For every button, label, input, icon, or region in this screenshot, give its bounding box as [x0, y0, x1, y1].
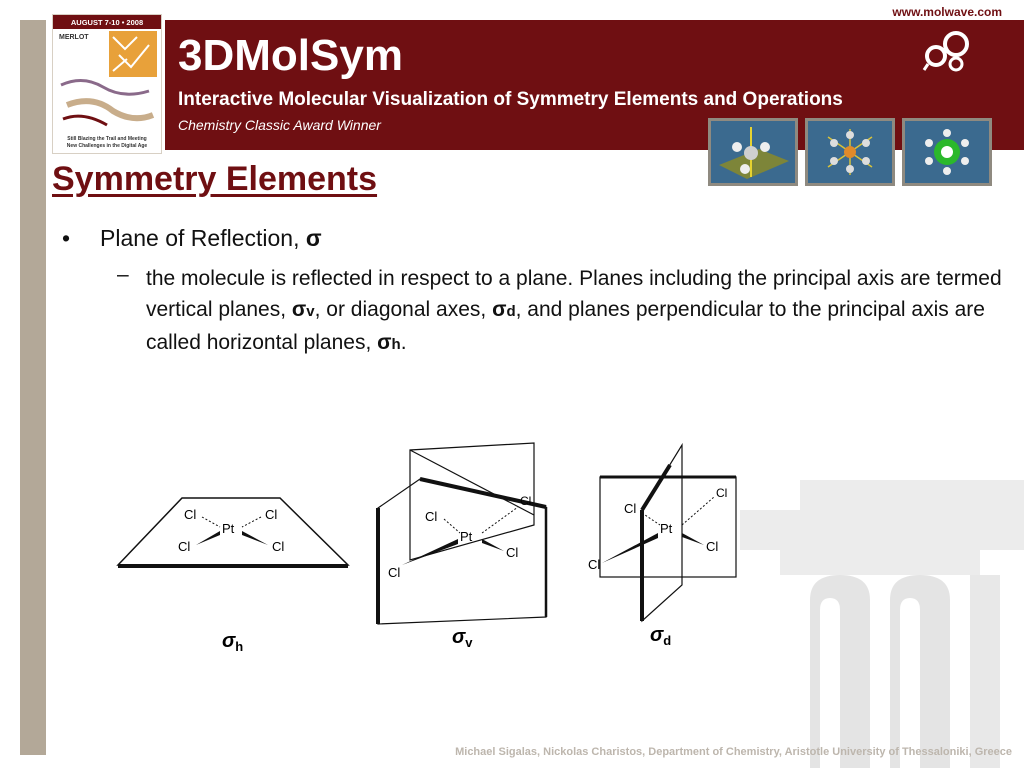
- molecule-thumbnail-3[interactable]: [902, 118, 992, 186]
- atom-label: Cl: [265, 507, 278, 522]
- atom-label: Cl: [716, 486, 728, 500]
- sigma-v-label: $\sigma_v$: [452, 626, 473, 650]
- bullet-1-text: Plane of Reflection,: [100, 225, 306, 251]
- atom-label: Cl: [184, 507, 197, 522]
- atom-label: Pt: [222, 521, 235, 536]
- app-title: 3DMolSym: [178, 31, 403, 80]
- atom-label: Cl: [178, 539, 191, 554]
- sub-bullet-definition: [146, 263, 1006, 360]
- molwave-logo-icon: [920, 28, 972, 74]
- badge-org: MERLOT: [59, 34, 89, 41]
- sigma-d-figure: [588, 445, 736, 648]
- atom-label: Cl: [425, 509, 438, 524]
- app-subtitle: Interactive Molecular Visualization of Symmetry Elements and Operations: [178, 89, 843, 110]
- atom-label: Pt: [660, 521, 673, 536]
- award-text: Chemistry Classic Award Winner: [178, 117, 381, 133]
- atom-label: Cl: [272, 539, 285, 554]
- sigma-v-symbol: σv: [291, 298, 315, 321]
- left-decorative-bar: [20, 20, 46, 755]
- def-text-a: the molecule is reflected in respect to a plane. Planes including the principal axis are termed vertical planes,: [146, 267, 1002, 321]
- site-url-link[interactable]: www.molwave.com: [892, 5, 1002, 19]
- bullet-plane-of-reflection: [100, 225, 322, 252]
- atom-label: Pt: [460, 529, 473, 544]
- sigma-d-symbol: σd: [492, 298, 516, 321]
- badge-tagline-2: New Challenges in the Digital Age: [66, 143, 148, 149]
- def-text-c: , and planes perpendicular to the principal axis are called horizontal planes,: [146, 298, 985, 354]
- def-text-b: , or diagonal axes,: [314, 298, 493, 321]
- conference-badge: [52, 14, 162, 154]
- conference-logo-icon: [53, 15, 161, 153]
- atom-label: Cl: [624, 501, 637, 516]
- sigma-h-figure: [118, 498, 348, 654]
- badge-tagline-1: Still Blazing the Trail and Meeting: [67, 136, 147, 142]
- footer-credit: Michael Sigalas, Nickolas Charistos, Department of Chemistry, Aristotle University of Thessaloniki, Greece: [455, 746, 1012, 758]
- molecule-thumbnail-1[interactable]: [708, 118, 798, 186]
- sigma-h-symbol: σh: [377, 331, 401, 354]
- atom-label: Cl: [520, 494, 532, 508]
- sigma-d-label: $\sigma_d$: [650, 624, 672, 648]
- sigma-symbol: σ: [305, 225, 322, 251]
- atom-label: Cl: [388, 565, 401, 580]
- sigma-v-figure: [378, 443, 546, 650]
- atom-label: Cl: [706, 539, 719, 554]
- column-watermark-icon: [740, 480, 1024, 768]
- badge-date: AUGUST 7-10 • 2008: [70, 18, 144, 27]
- molecule-thumbnail-2[interactable]: [805, 118, 895, 186]
- atom-label: Cl: [588, 557, 601, 572]
- sub-bullet-marker: –: [117, 263, 129, 286]
- def-text-d: .: [400, 331, 407, 354]
- atom-label: Cl: [506, 545, 519, 560]
- bullet-marker: •: [62, 225, 71, 251]
- slide-title: Symmetry Elements: [52, 160, 378, 198]
- symmetry-planes-diagram: [110, 435, 760, 660]
- sigma-h-label: $\sigma_h$: [222, 630, 244, 654]
